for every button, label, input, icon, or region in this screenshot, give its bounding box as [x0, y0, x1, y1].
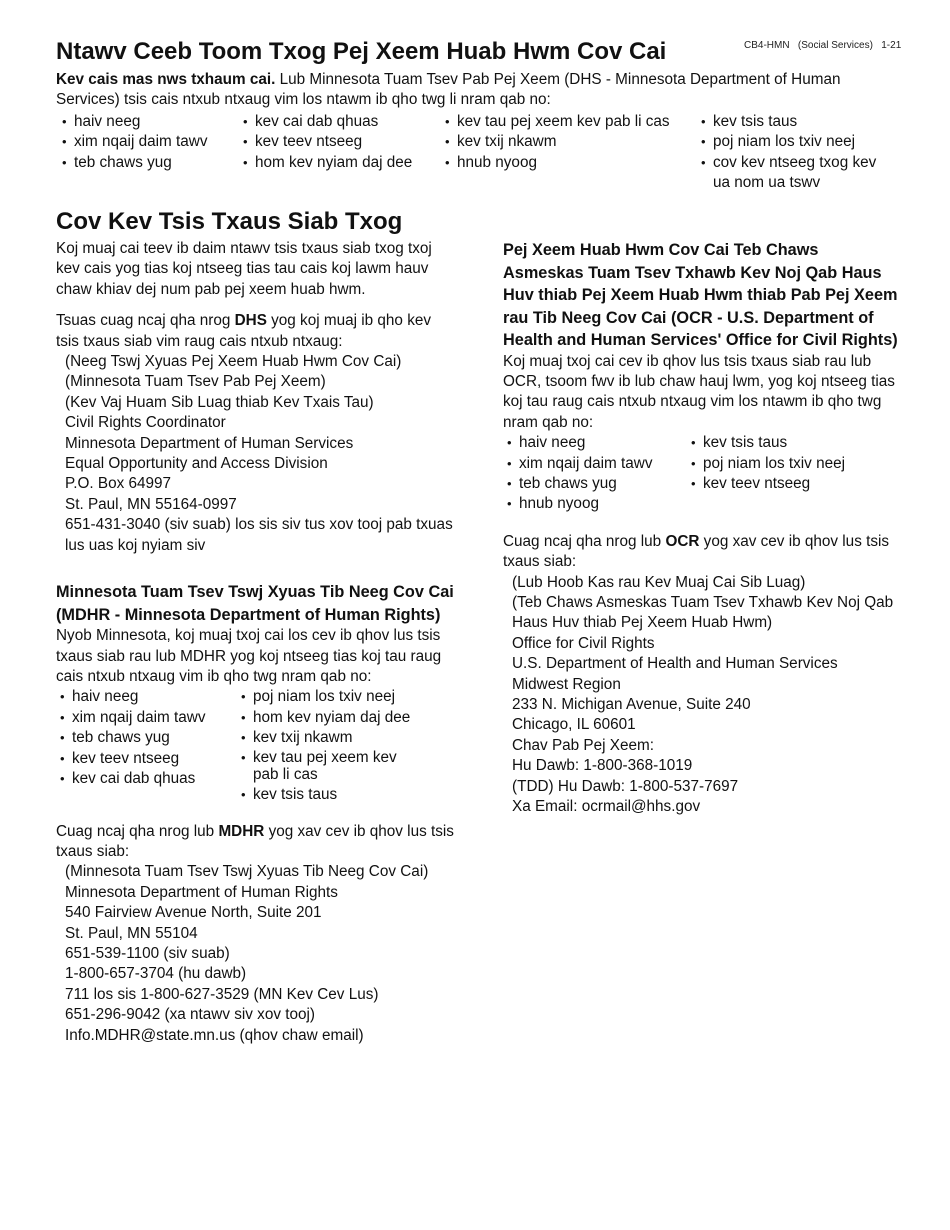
address-line: P.O. Box 64997	[65, 475, 172, 493]
address-line: Midwest Region	[512, 675, 621, 693]
address-line: 651-296-9042 (xa ntawv siv xov tooj)	[65, 1006, 315, 1024]
intro-paragraph	[56, 70, 896, 111]
mdhr-heading: Minnesota Tuam Tsev Tswj Xyuas Tib Neeg Cov Cai (MDHR - Minnesota Department of Human Rights)	[56, 583, 454, 624]
list-item: • poj niam los txiv neej	[687, 454, 887, 474]
list-item: • hnub nyoog	[503, 494, 687, 514]
mdhr-basis-list-2	[237, 687, 417, 803]
mdhr-contact-post: yog xav cev ib qhov lus tsis txaus siab:	[56, 822, 454, 860]
mdhr-basis-lists	[56, 687, 456, 803]
ocr-basis-lists	[503, 433, 898, 515]
list-item: • xim nqaij daim tawv	[503, 454, 687, 474]
address-line: (Minnesota Tuam Tsev Pab Pej Xeem)	[65, 373, 326, 391]
address-line: (Lub Hoob Kas rau Kev Muaj Cai Sib Luag)	[512, 573, 806, 591]
address-line: 711 los sis 1-800-627-3529 (MN Kev Cev Lus)	[65, 985, 379, 1003]
ocr-basis-list-2	[687, 433, 887, 515]
address-line: (Teb Chaws Asmeskas Tuam Tsev Txhawb Kev Noj Qab Haus Huv thiab Pej Xeem Huab Hwm)	[512, 593, 894, 632]
mdhr-contact-paragraph	[56, 822, 456, 863]
dhs-basis-list-2	[239, 112, 439, 173]
mdhr-contact-pre: Cuag ncaj qha nrog lub	[56, 822, 219, 840]
address-line: Minnesota Department of Human Rights	[65, 883, 338, 901]
document-code: CB4-HMN (Social Services) 1-21	[744, 40, 902, 51]
address-line: 651-539-1100 (siv suab)	[65, 944, 230, 962]
intro-lead-bold: Kev cais mas nws txhaum cai.	[56, 71, 276, 88]
list-item: • kev tau pej xeem kev pab li cas	[441, 112, 691, 132]
address-line: Equal Opportunity and Access Division	[65, 455, 328, 473]
address-line: 1-800-657-3704 (hu dawb)	[65, 965, 247, 983]
list-item: • kev txij nkawm	[237, 729, 417, 746]
list-item: • teb chaws yug	[58, 153, 238, 173]
ocr-contact-pre: Cuag ncaj qha nrog lub	[503, 532, 666, 550]
list-item: • poj niam los txiv neej	[697, 132, 897, 152]
list-item: • haiv neeg	[58, 112, 238, 132]
intro-lead-text: Lub Minnesota Tuam Tsev Pab Pej Xeem (DHS - Minnesota Department of Human Services) tsis cais ntxub ntxaug vim los ntawm ib qho twg li nram qab no:	[56, 71, 841, 109]
list-item: • haiv neeg	[56, 687, 237, 707]
list-item: • kev tau pej xeem kev pab li cas	[237, 749, 417, 783]
list-item: • cov kev ntseeg txog kev ua nom ua tswv	[697, 153, 897, 194]
list-item: • kev cai dab qhuas	[239, 112, 439, 132]
dhs-basis-list-3	[441, 112, 691, 173]
right-column	[503, 239, 898, 817]
ocr-heading: Pej Xeem Huab Hwm Cov Cai Teb Chaws Asmeskas Tuam Tsev Txhawb Kev Noj Qab Haus Huv thiab Pej Xeem Huab Hwm thiab Pab Pej Xeem rau Tib Neeg Cov Cai (OCR - U.S. Department of Health and Human Services' Office for Civil Rights)	[503, 241, 898, 349]
address-line: (Neeg Tswj Xyuas Pej Xeem Huab Hwm Cov Cai)	[65, 353, 402, 371]
ocr-contact-bold: OCR	[665, 532, 700, 550]
address-line: (Kev Vaj Huam Sib Luag thiab Kev Txais Tau)	[65, 393, 374, 411]
address-line: 540 Fairview Avenue North, Suite 201	[65, 904, 322, 922]
ocr-paragraph: Koj muaj txoj cai cev ib qhov lus tsis txaus siab rau lub OCR, tsoom fwv ib lub chaw hauj lwm, yog koj ntseeg tias koj tau raug cais ntxub ntxaug vim los ntawm ib qho twg nram qab no:	[503, 352, 895, 431]
list-item: • teb chaws yug	[56, 728, 237, 748]
address-line: (Minnesota Tuam Tsev Tswj Xyuas Tib Neeg Cov Cai)	[65, 863, 429, 881]
dhs-contact-pre: Tsuas cuag ncaj qha nrog	[56, 312, 235, 330]
mdhr-basis-list-1	[56, 687, 237, 803]
address-line: St. Paul, MN 55164-0997	[65, 495, 237, 513]
mdhr-paragraph: Nyob Minnesota, koj muaj txoj cai los cev ib qhov lus tsis txaus siab rau lub MDHR yog koj ntseeg tias koj tau raug cais ntxub ntxaug vim ib qho twg nram qab no:	[56, 627, 442, 685]
list-item: • kev teev ntseeg	[56, 749, 237, 769]
complaints-heading: Cov Kev Tsis Txaus Siab Txog	[56, 208, 403, 235]
dhs-basis-list-1	[58, 112, 238, 173]
dhs-contact-paragraph	[56, 311, 456, 352]
complaints-paragraph: Koj muaj cai teev ib daim ntawv tsis txaus siab txog txoj kev cais yog tias koj ntseeg tias tau cais koj lawm hauv chaw khiav dej num pab pej xeem huab hwm.	[56, 240, 432, 298]
dhs-contact-post: yog koj muaj ib qho kev tsis txaus siab vim raug cais ntxub ntxaug:	[56, 312, 431, 350]
address-line: (TDD) Hu Dawb: 1-800-537-7697	[512, 777, 739, 795]
list-item: • xim nqaij daim tawv	[56, 708, 237, 728]
list-item: • kev teev ntseeg	[687, 474, 887, 494]
dhs-basis-list-4	[697, 112, 897, 194]
list-item: • haiv neeg	[503, 433, 687, 453]
list-item: • xim nqaij daim tawv	[58, 132, 238, 152]
dhs-address	[56, 352, 456, 556]
ocr-basis-list-1	[503, 433, 687, 515]
list-item: • kev tsis taus	[697, 112, 897, 132]
address-line: Office for Civil Rights	[512, 634, 655, 652]
ocr-address	[503, 573, 898, 818]
list-item: • poj niam los txiv neej	[237, 688, 417, 705]
ocr-contact-paragraph	[503, 532, 898, 573]
address-line: Minnesota Department of Human Services	[65, 434, 354, 452]
address-line: Chav Pab Pej Xeem:	[512, 736, 654, 754]
list-item: • kev teev ntseeg	[239, 132, 439, 152]
address-line: Chicago, IL 60601	[512, 716, 636, 734]
mdhr-contact-bold: MDHR	[218, 822, 265, 840]
address-line: St. Paul, MN 55104	[65, 924, 198, 942]
list-item: • kev cai dab qhuas	[56, 769, 237, 789]
left-column	[56, 239, 456, 1046]
list-item: • hom kev nyiam daj dee	[239, 153, 439, 173]
mdhr-address	[56, 862, 456, 1046]
list-item: • kev tsis taus	[687, 433, 887, 453]
address-line: U.S. Department of Health and Human Services	[512, 655, 838, 673]
page-title: Ntawv Ceeb Toom Txog Pej Xeem Huab Hwm Cov Cai	[56, 38, 667, 65]
address-line: Hu Dawb: 1-800-368-1019	[512, 757, 693, 775]
address-line: Xa Email: ocrmail@hhs.gov	[512, 798, 701, 816]
address-line: Info.MDHR@state.mn.us (qhov chaw email)	[65, 1026, 364, 1044]
list-item: • hom kev nyiam daj dee	[237, 709, 417, 726]
list-item: • kev tsis taus	[237, 786, 417, 803]
address-line: 651-431-3040 (siv suab) los sis siv tus xov tooj pab txuas lus uas koj nyiam siv	[65, 516, 453, 554]
address-line: 233 N. Michigan Avenue, Suite 240	[512, 696, 751, 713]
dhs-contact-bold: DHS	[234, 312, 267, 330]
list-item: • kev txij nkawm	[441, 132, 691, 152]
ocr-contact-post: yog xav cev ib qhov lus tsis txaus siab:	[503, 532, 890, 571]
list-item: • teb chaws yug	[503, 474, 687, 494]
address-line: Civil Rights Coordinator	[65, 414, 226, 432]
list-item: • hnub nyoog	[441, 153, 691, 173]
